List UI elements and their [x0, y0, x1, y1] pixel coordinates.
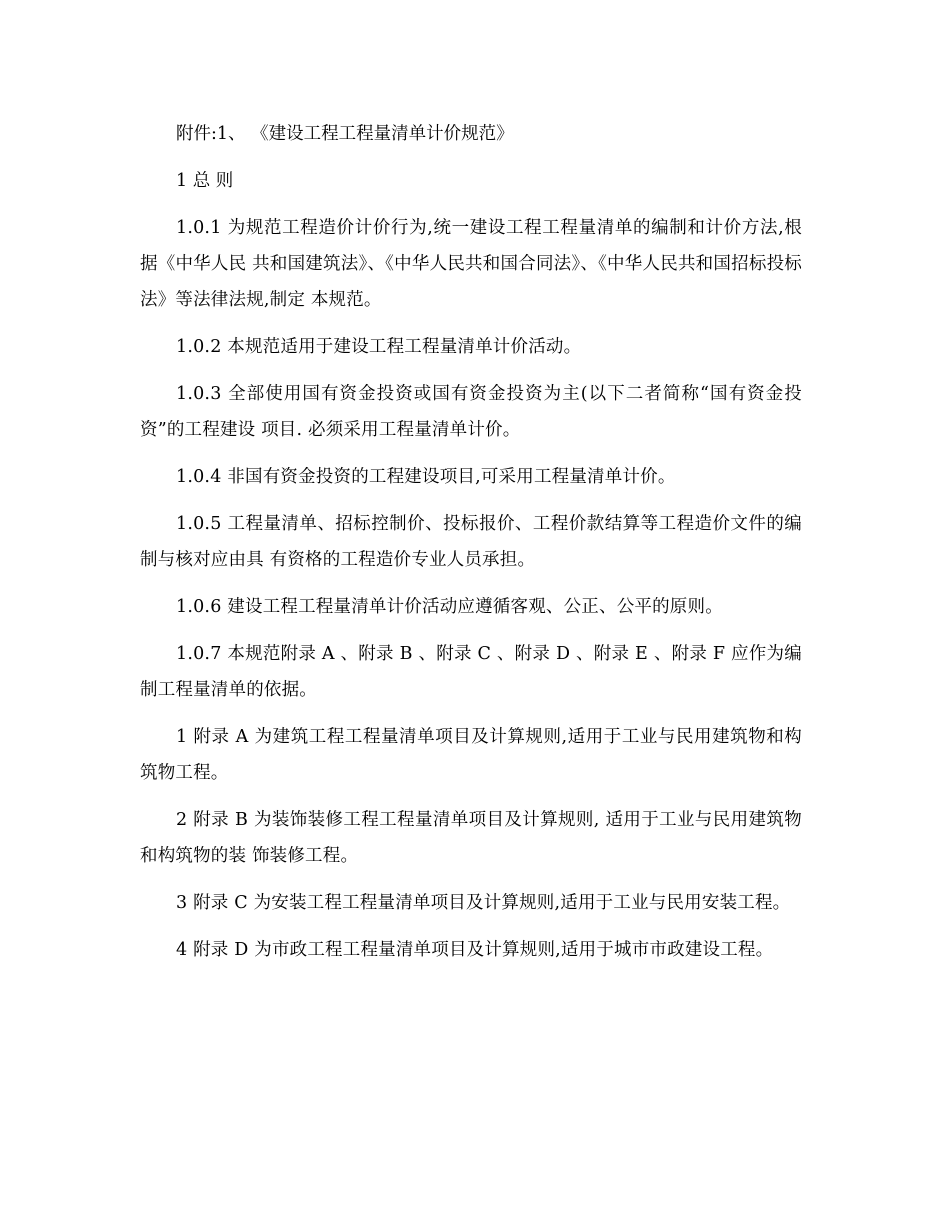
paragraph-1-0-3: 1.0.3 全部使用国有资金投资或国有资金投资为主(以下二者简称“国有资金投资”的工程建设 项目. 必须采用工程量清单计价。 [140, 384, 802, 440]
appendix-c-item: 3 附录 C 为安装工程工程量清单项目及计算规则,适用于工业与民用安装工程。 [176, 893, 791, 913]
document-body [140, 116, 802, 979]
paragraph-1-0-4: 1.0.4 非国有资金投资的工程建设项目,可采用工程量清单计价。 [176, 467, 676, 487]
appendix-d-item: 4 附录 D 为市政工程工程量清单项目及计算规则,适用于城市市政建设工程。 [176, 940, 774, 960]
paragraph-1-0-6: 1.0.6 建设工程工程量清单计价活动应遵循客观、公正、公平的原则。 [176, 597, 723, 617]
chapter-title: 1 总 则 [176, 171, 234, 191]
paragraph-1-0-2: 1.0.2 本规范适用于建设工程工程量清单计价活动。 [176, 337, 582, 357]
appendix-a-item: 1 附录 A 为建筑工程工程量清单项目及计算规则,适用于工业与民用建筑物和构筑物工程。 [140, 727, 802, 783]
paragraph-1-0-7: 1.0.7 本规范附录 A 、附录 B 、附录 C 、附录 D 、附录 E 、附录 F 应作为编制工程量清单的依据。 [140, 644, 802, 700]
paragraph-1-0-1: 1.0.1 为规范工程造价计价行为,统一建设工程工程量清单的编制和计价方法,根据《中华人民 共和国建筑法》、《中华人民共和国合同法》、《中华人民共和国招标投标法》等法律法规,制定 本规范。 [140, 218, 802, 310]
paragraph-1-0-5: 1.0.5 工程量清单、招标控制价、投标报价、工程价款结算等工程造价文件的编制与核对应由具 有资格的工程造价专业人员承担。 [140, 514, 802, 570]
attachment-title: 附件:1、 《建设工程工程量清单计价规范》 [176, 124, 514, 144]
appendix-b-item: 2 附录 B 为装饰装修工程工程量清单项目及计算规则, 适用于工业与民用建筑物和构筑物的装 饰装修工程。 [140, 810, 802, 866]
